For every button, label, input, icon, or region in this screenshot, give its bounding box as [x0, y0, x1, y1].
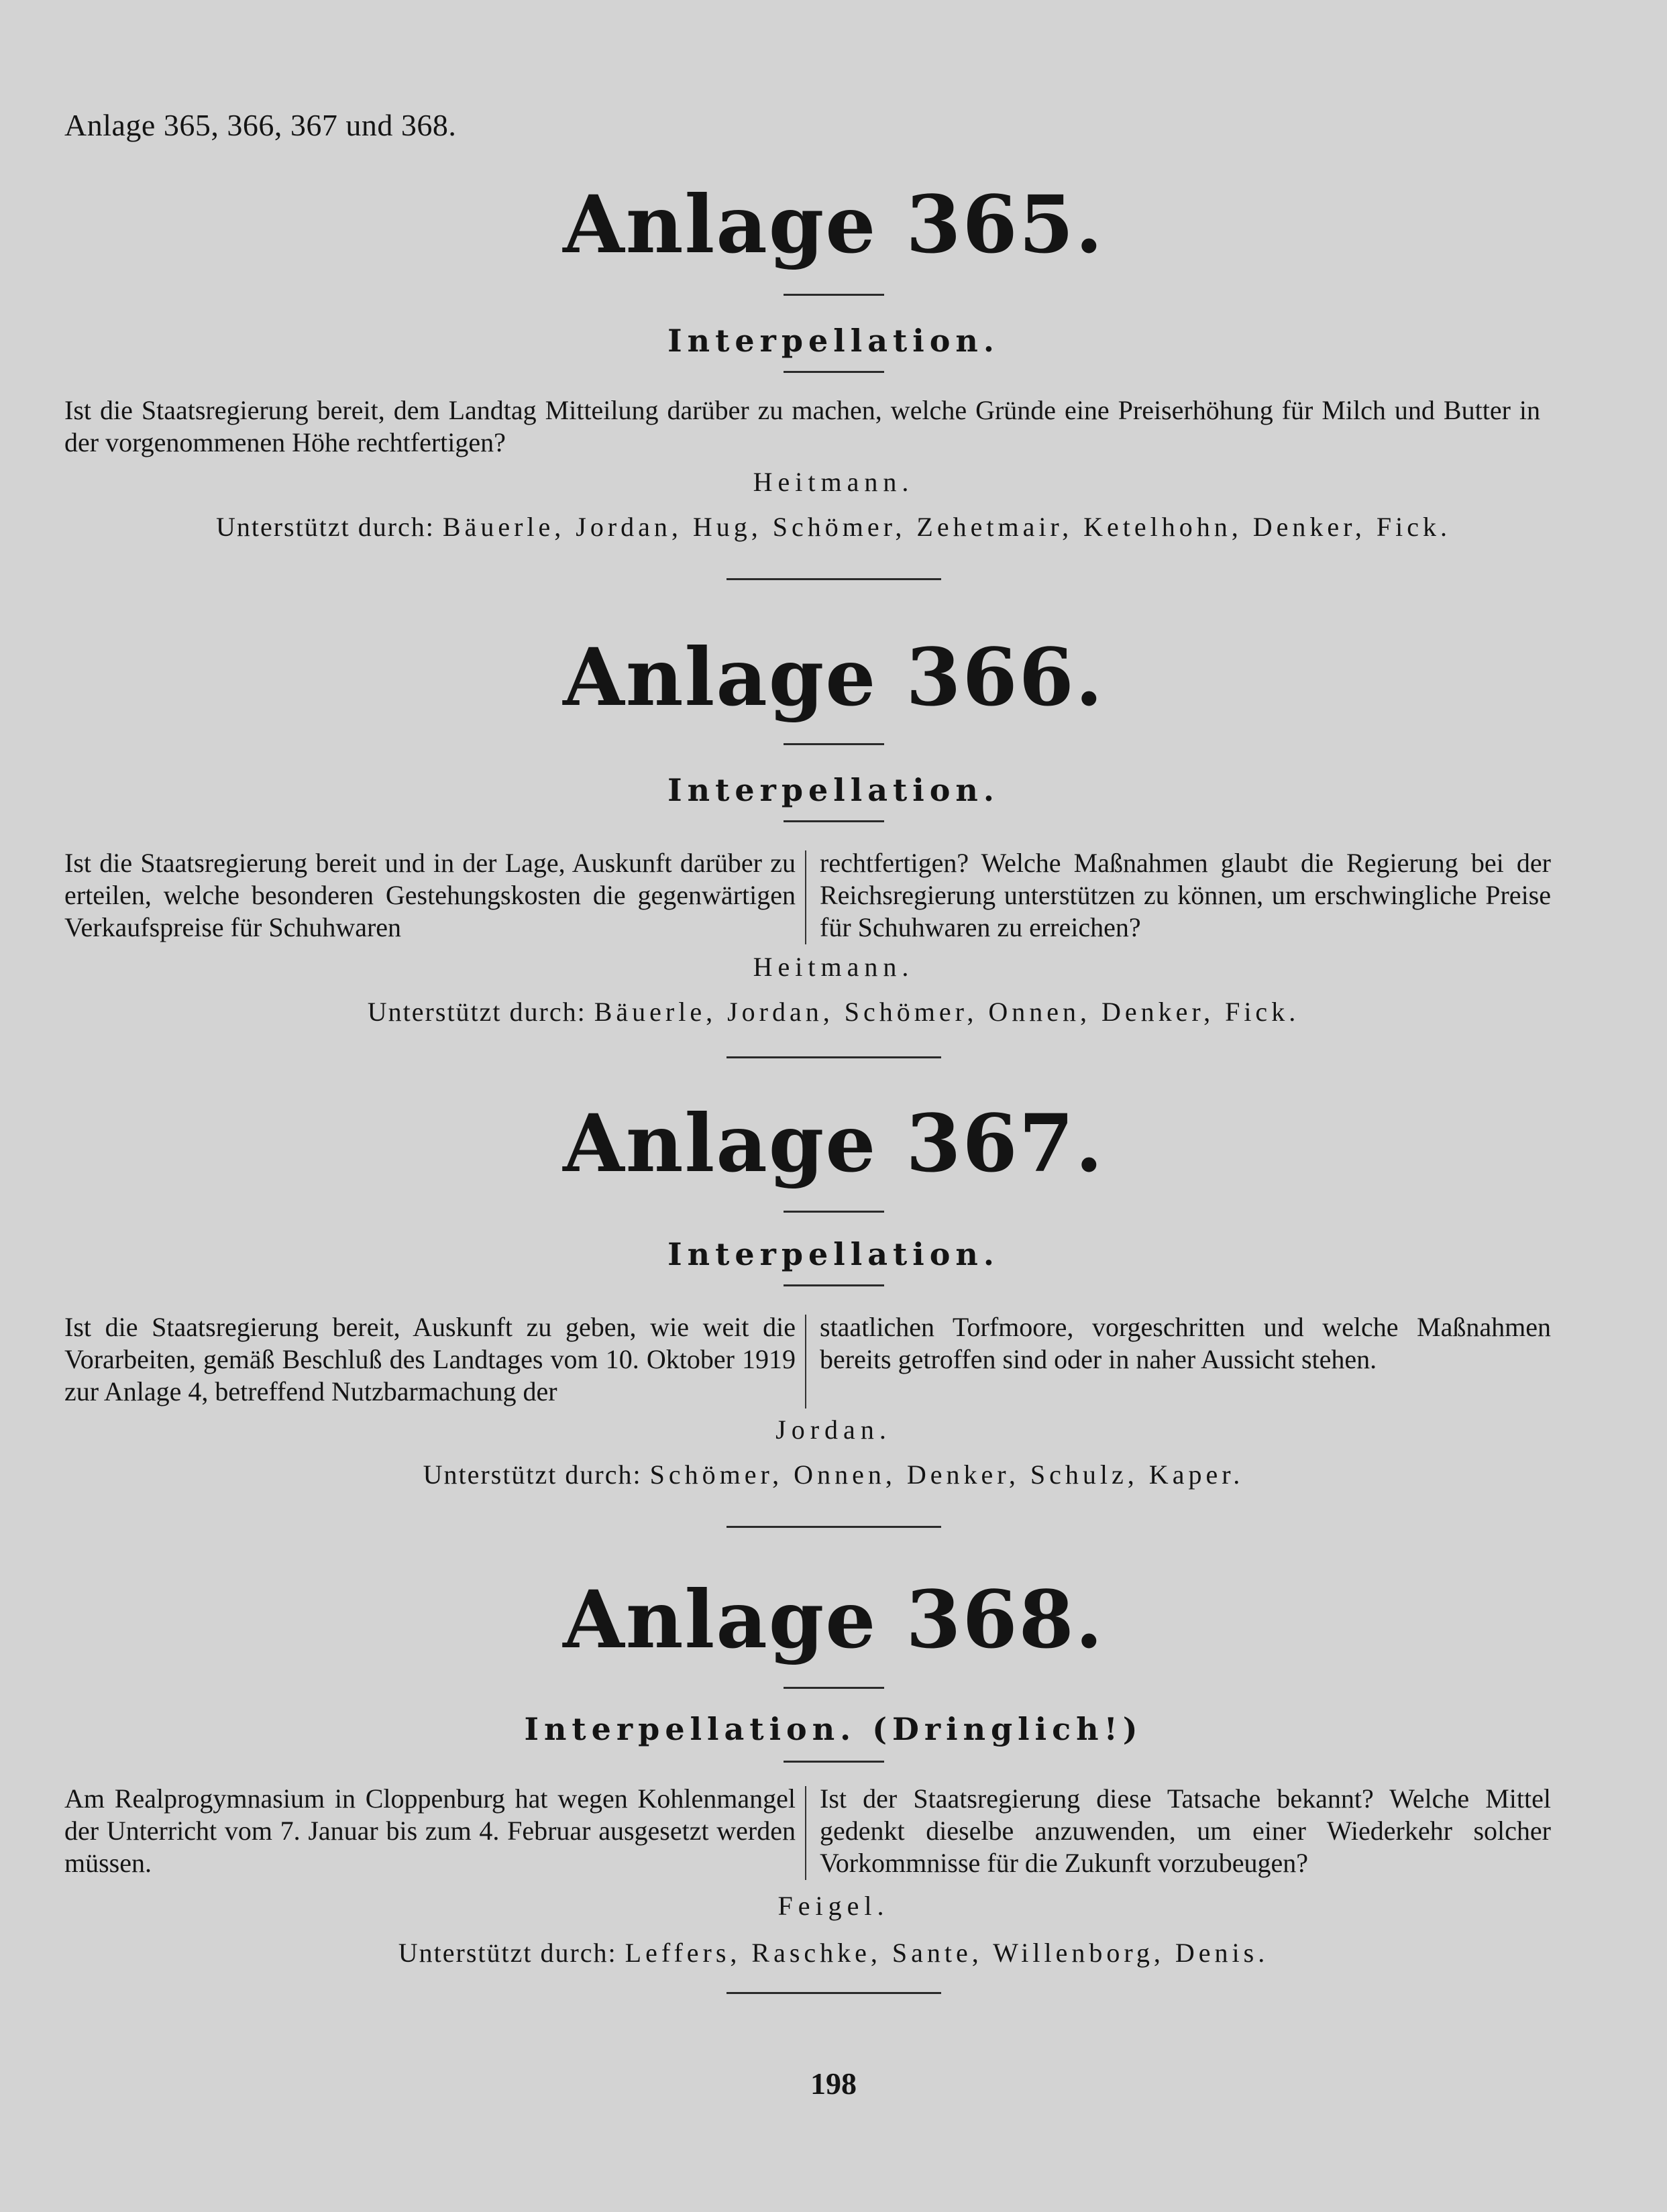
anlage-367-section	[0, 1097, 1667, 1190]
support-names: Leffers, Raschke, Sante, Willenborg, Denis.	[625, 1938, 1269, 1968]
divider	[784, 1687, 884, 1689]
interpellation-text-left: Ist die Staatsregierung bereit und in der Lage, Auskunft darüber zu erteilen, welche besonderen Gestehungskosten die gegenwärtigen Verkaufspreise für Schuhwaren	[64, 848, 796, 942]
section-separator	[727, 1056, 941, 1058]
anlage-365-section	[0, 178, 1667, 271]
interpellation-text-right: Ist der Staatsregierung diese Tatsache bekannt? Welche Mittel gedenkt dieselbe anzuwenden, um einer Wiederkehr solcher Vorkommnisse für die Zukunft vorzubeugen?	[820, 1783, 1551, 1878]
divider	[784, 820, 884, 822]
support-label: Unterstützt durch:	[367, 997, 586, 1027]
interpellation-text-right: rechtfertigen? Welche Maßnahmen glaubt die Regierung bei der Reichsregierung unterstützen zu können, um erschwingliche Preise für Schuhwaren zu erreichen?	[820, 848, 1551, 942]
interpellation-text-right: staatlichen Torfmoore, vorgeschritten und welche Maßnahmen bereits getroffen sind oder in naher Aussicht stehen.	[820, 1312, 1551, 1374]
signer-name: Jordan.	[775, 1415, 892, 1445]
anlage-366-section	[0, 630, 1667, 724]
page-number: 198	[810, 2066, 857, 2101]
section-separator	[727, 578, 941, 580]
divider	[784, 743, 884, 745]
divider	[784, 294, 884, 296]
section-title: Anlage 365.	[563, 178, 1104, 271]
signer-name: Heitmann.	[753, 952, 914, 982]
support-line	[0, 1937, 1667, 1969]
divider	[784, 1211, 884, 1213]
running-head: Anlage 365, 366, 367 und 368.	[64, 108, 457, 142]
section-subtitle: Interpellation.	[667, 323, 1000, 359]
divider	[784, 371, 884, 373]
interpellation-text-left: Ist die Staatsregierung bereit, Auskunft zu geben, wie weit die Vorarbeiten, gemäß Beschluß des Landtages vom 10. Oktober 1919 zur Anlage 4, betreffend Nutzbarmachung der	[64, 1312, 796, 1406]
section-title: Anlage 366.	[563, 630, 1104, 724]
section-title: Anlage 367.	[563, 1097, 1104, 1190]
section-separator	[727, 1992, 941, 1994]
column-divider	[805, 1786, 806, 1880]
support-label: Unterstützt durch:	[215, 512, 435, 542]
support-names: Bäuerle, Jordan, Schömer, Onnen, Denker, Fick.	[594, 997, 1300, 1027]
section-subtitle: Interpellation.	[667, 772, 1000, 808]
section-separator	[727, 1526, 941, 1528]
interpellation-text: Ist die Staatsregierung bereit, dem Landtag Mitteilung darüber zu machen, welche Gründe eine Preiserhöhung für Milch und Butter in der vorgenommenen Höhe rechtfertigen?	[64, 395, 1540, 457]
column-divider	[805, 1315, 806, 1408]
section-title: Anlage 368.	[563, 1573, 1104, 1666]
section-subtitle: Interpellation.	[667, 1236, 1000, 1272]
support-label: Unterstützt durch:	[398, 1938, 617, 1968]
support-line	[0, 511, 1667, 543]
divider	[784, 1284, 884, 1286]
signer-name: Feigel.	[777, 1891, 890, 1921]
signer-name: Heitmann.	[753, 467, 914, 497]
divider	[784, 1761, 884, 1763]
section-subtitle: Interpellation. (Dringlich!)	[524, 1711, 1143, 1747]
support-line	[0, 996, 1667, 1028]
anlage-368-section	[0, 1573, 1667, 1666]
support-label: Unterstützt durch:	[423, 1459, 642, 1490]
support-names: Schömer, Onnen, Denker, Schulz, Kaper.	[649, 1459, 1244, 1490]
support-names: Bäuerle, Jordan, Hug, Schömer, Zehetmair, Ketelhohn, Denker, Fick.	[442, 512, 1451, 542]
column-divider	[805, 850, 806, 944]
interpellation-text-left: Am Realprogymnasium in Cloppenburg hat wegen Kohlenmangel der Unterricht vom 7. Januar bis zum 4. Februar ausgesetzt werden müssen.	[64, 1783, 796, 1878]
support-line	[0, 1459, 1667, 1490]
